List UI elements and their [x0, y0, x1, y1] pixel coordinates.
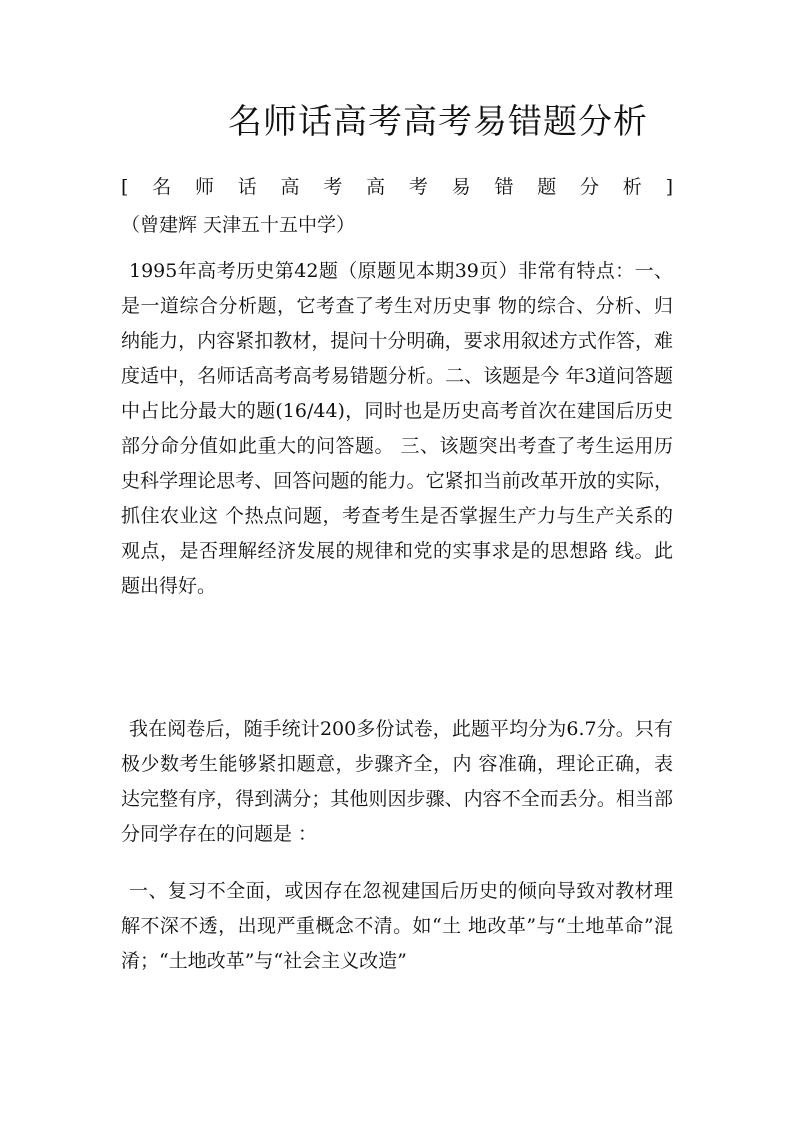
bracket-char: 考	[408, 176, 428, 198]
bracket-char: 话	[237, 176, 257, 198]
bracket-char: 易	[451, 176, 471, 198]
bracket-char: [	[121, 176, 129, 198]
bracket-char: 高	[366, 176, 386, 198]
bracket-char: 师	[194, 176, 214, 198]
bracket-char: 考	[323, 176, 343, 198]
paragraph-3: 一、复习不全面，或因存在忽视建国后历史的倾向导致对教材理解不深不透，出现严重概念不清。如“土 地改革”与“土地革命”混淆；“土地改革”与“社会主义改造”	[121, 880, 673, 972]
bracket-char: 题	[537, 176, 557, 198]
author-line: （曾建辉 天津五十五中学）	[121, 214, 356, 236]
bracket-char: 错	[494, 176, 514, 198]
document-title: 名师话高考高考易错题分析	[228, 102, 648, 142]
bracket-char: ]	[665, 176, 673, 198]
bracket-char: 高	[280, 176, 300, 198]
bracket-char: 分	[580, 176, 600, 198]
paragraph-1: 1995年高考历史第42题（原题见本期39页）非常有特点：一、是一道综合分析题，它考查了考生对历史事 物的综合、分析、归纳能力，内容紧扣教材，提问十分明确，要求用叙述方式作答，难度适中，名师话高考高考易错题分析。二、该题是今 年3道问答题中占比分最大的题(16/44)，同时也是历史高考首次在建国后历史部分命分值如此重大的问答题。 三、该题突出考查了考生运用历史科学理论思考、回答问题的能力。它紧扣当前改革开放的实际，抓住农业这 个热点问题，考查考生是否掌握生产力与生产关系的观点，是否理解经济发展的规律和党的实事求是的思想路 线。此题出得好。	[121, 260, 673, 597]
bracketed-title-line	[121, 170, 673, 205]
paragraph-2: 我在阅卷后，随手统计200多份试卷，此题平均分为6.7分。只有极少数考生能够紧扣题意，步骤齐全，内 容准确，理论正确，表达完整有序，得到满分；其他则因步骤、内容不全而丢分。相当部分同学存在的问题是 ：	[121, 718, 673, 845]
bracket-char: 名	[152, 176, 172, 198]
bracket-char: 析	[622, 176, 642, 198]
